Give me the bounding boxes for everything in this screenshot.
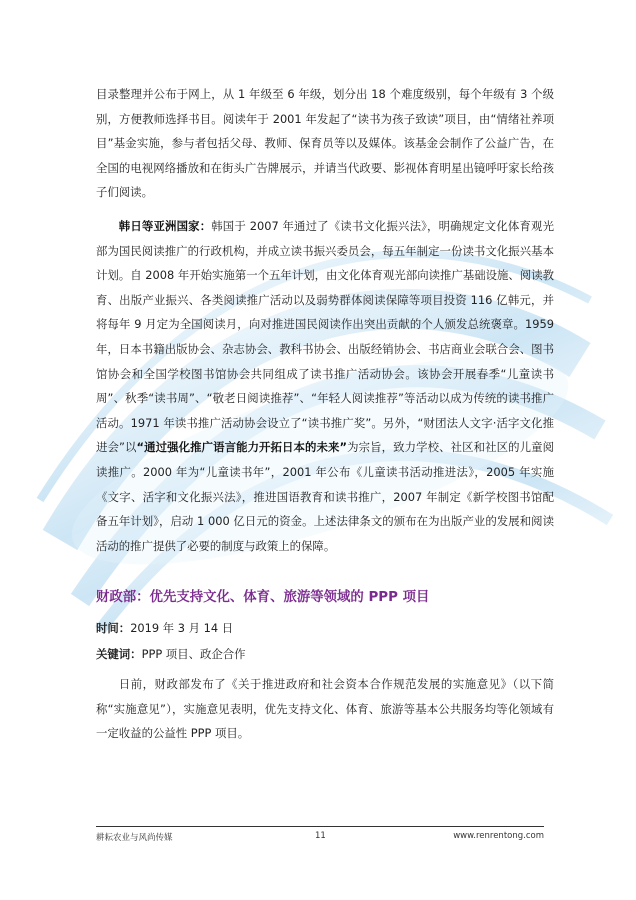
time-value: 2019 年 3 月 14 日: [130, 621, 234, 636]
paragraph-asia-tail: 为宗旨，致力学校、社区和社区的儿童阅读推广。2000 年为“儿童读书年”，2001 年公布《儿童读书活动推进法》，2005 年实施《文字、活字和文化振兴法》，推进国语教育和读书推广，2007 年制定《新学校图书馆配备五年计划》，启动 1 000 亿日元的资金。上述法律条文的颁布在为出版产业的发展和阅读活动的推广提供了必要的制度与政策上的保障。: [96, 440, 554, 553]
time-label: 时间：: [96, 621, 131, 636]
footer-left-text: 耕耘农业与风尚传媒: [96, 833, 173, 843]
paragraph-reading-programs: 目录整理并公布于网上，从 1 年级至 6 年级，划分出 18 个难度级别，每个年级有 3 个级别，方便教师选择书目。阅读年于 2001 年发起了“读书为孩子致读”项目，由“情绪社养项目”基金实施，参与者包括父母、教师、保育员等以及媒体。该基金会制作了公益广告，在全国的电视网络播放和在街头广告牌展示，并请当代政要、影视体育明星出镜呼吁家长给孩子们阅读。: [96, 87, 554, 200]
paragraph-asia-emphasis: “通过强化推广语言能力开拓日本的未来”: [136, 440, 348, 455]
section-time: [96, 616, 554, 640]
page-number: 11: [315, 831, 326, 841]
paragraph-lead-asia: 韩日等亚洲国家：: [118, 218, 212, 233]
keywords-value: PPP 项目、政企合作: [141, 647, 246, 662]
page-footer: [96, 826, 544, 843]
section-keywords: [96, 642, 554, 666]
section-title: 财政部：优先支持文化、体育、旅游等领域的 PPP 项目: [96, 590, 430, 606]
keywords-label: 关键词：: [96, 647, 142, 662]
paragraph-asia-countries: [96, 214, 554, 558]
section-paragraph: 日前，财政部发布了《关于推进政府和社会资本合作规范发展的实施意见》（以下简称“实施意见”），实施意见表明，优先支持文化、体育、旅游等基本公共服务均等化领域有一定收益的公益性 PPP 项目。: [96, 677, 554, 741]
paragraph-asia-text: 韩国于 2007 年通过了《读书文化振兴法》，明确规定文化体育观光部为国民阅读推广的行政机构，并成立读书振兴委员会，每五年制定一份读书文化振兴基本计划。自 2008 年开始实施第一个五年计划，由文化体育观光部向读推广基础设施、阅读教育、出版产业振兴、各类阅读推广活动以及弱势群体阅读保障等项目投资 116 亿韩元，并将每年 9 月定为全国阅读月，向对推进国民阅读作出突出贡献的个人颁发总统褒章。1959 年，日本书籍出版协会、杂志协会、教科书协会、出版经销协会、书店商业会联合会、图书馆协会和全国学校图书馆协会共同组成了读书推广活动协会。该协会开展春季“儿童读书周”、秋季“读书周”、“敬老日阅读推荐”、“年轻人阅读推荐”等活动以成为传统的读书推广活动。1971 年读书推广活动协会设立了“读书推广奖”。另外，“财团法人文字·活字文化推进会”以: [96, 218, 554, 455]
footer-website: www.renrentong.com: [453, 831, 544, 841]
document-body: [96, 82, 554, 755]
